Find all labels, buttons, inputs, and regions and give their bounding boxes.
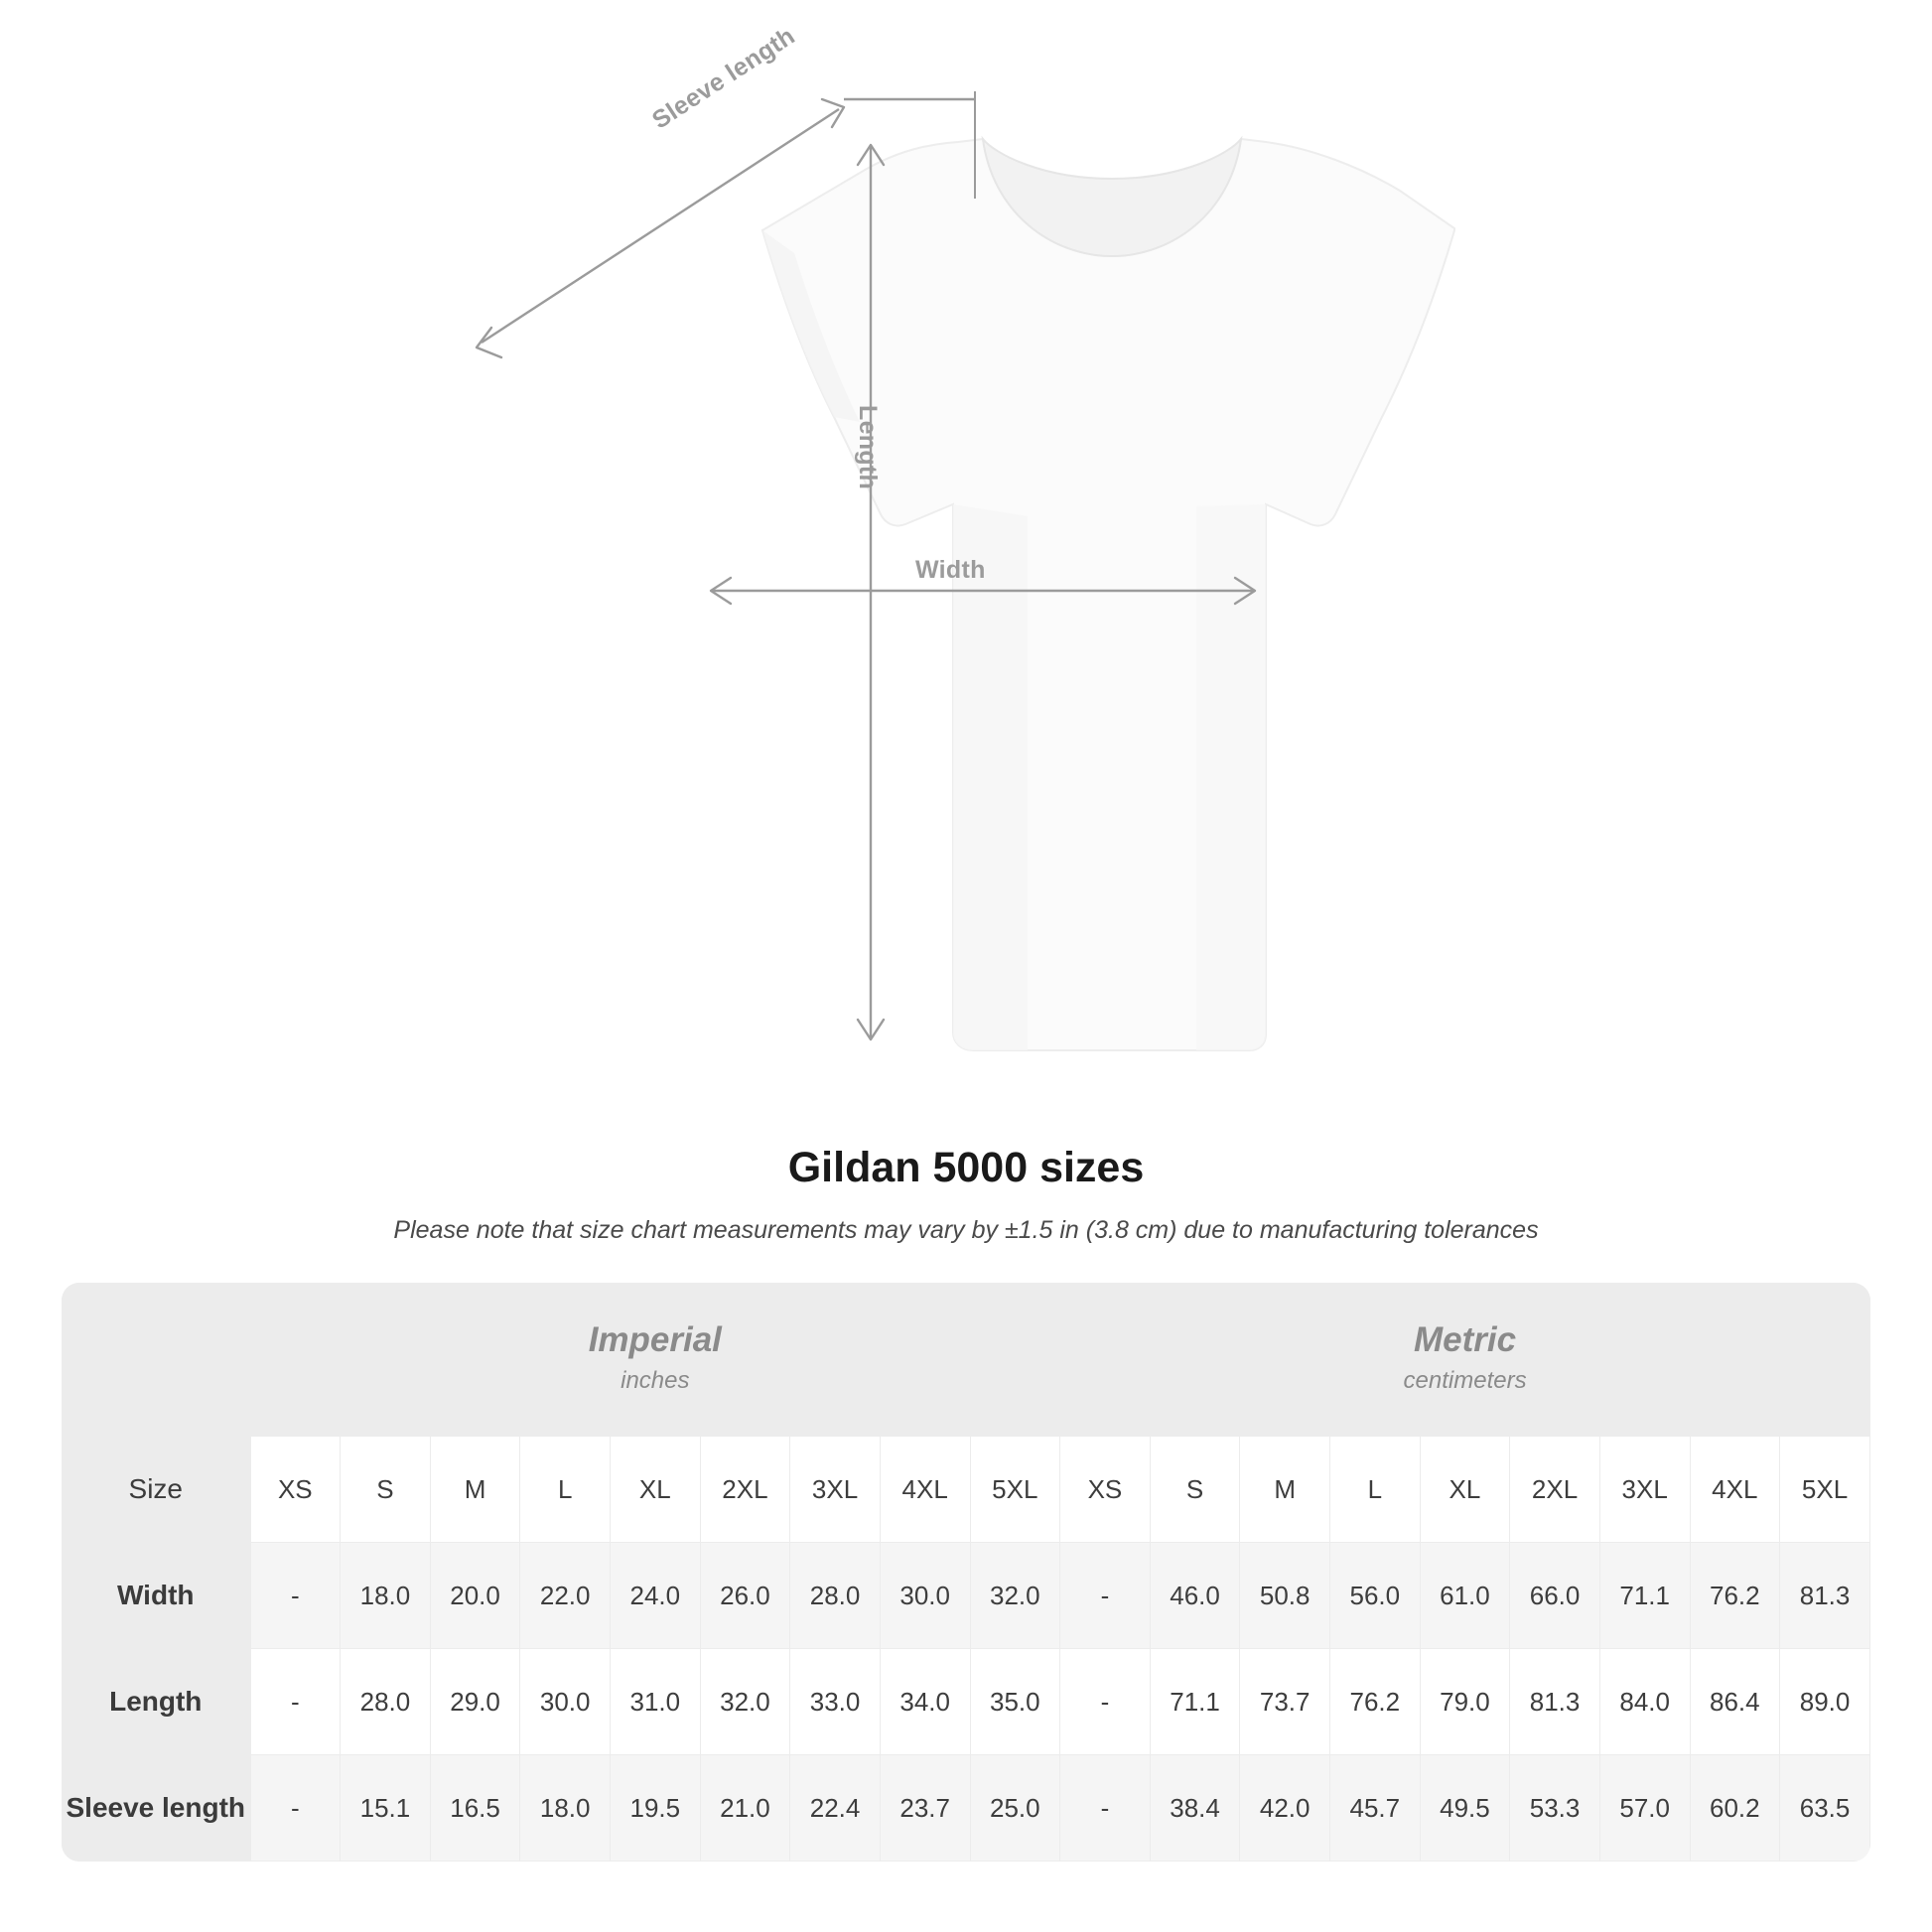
size-header-cell: M <box>1240 1437 1330 1543</box>
cell: 73.7 <box>1240 1649 1330 1755</box>
unit-header-row <box>62 1283 1870 1437</box>
cell: 81.3 <box>1780 1543 1870 1649</box>
size-header-cell: 2XL <box>1510 1437 1600 1543</box>
cell: 76.2 <box>1690 1543 1780 1649</box>
cell: 81.3 <box>1510 1649 1600 1755</box>
cell: 66.0 <box>1510 1543 1600 1649</box>
size-header-cell: S <box>341 1437 431 1543</box>
size-table <box>62 1283 1870 1862</box>
size-header-cell: XL <box>1420 1437 1510 1543</box>
width-label: Width <box>915 556 986 584</box>
unit-sub-metric: centimeters <box>1403 1366 1527 1394</box>
row-label-length: Length <box>62 1649 250 1755</box>
size-header-cell: 2XL <box>700 1437 790 1543</box>
cell: 34.0 <box>880 1649 970 1755</box>
cell: 89.0 <box>1780 1649 1870 1755</box>
cell: - <box>250 1755 341 1862</box>
cell: 23.7 <box>880 1755 970 1862</box>
size-header-cell: 4XL <box>1690 1437 1780 1543</box>
size-header-cell: 4XL <box>880 1437 970 1543</box>
unit-header-imperial <box>250 1283 1060 1437</box>
page-title: Gildan 5000 sizes <box>787 1144 1145 1191</box>
unit-title-metric: Metric <box>1414 1319 1517 1359</box>
unit-title-imperial: Imperial <box>588 1319 722 1359</box>
size-header-cell: XS <box>250 1437 341 1543</box>
cell: 25.0 <box>970 1755 1060 1862</box>
size-table-wrapper <box>62 1283 1870 1862</box>
cell: 15.1 <box>341 1755 431 1862</box>
unit-sub-imperial: inches <box>621 1366 690 1394</box>
row-label-sleeve-length: Sleeve length <box>62 1755 250 1862</box>
cell: 30.0 <box>880 1543 970 1649</box>
size-header-cell: 3XL <box>1599 1437 1690 1543</box>
table-row <box>62 1649 1870 1755</box>
cell: 61.0 <box>1420 1543 1510 1649</box>
cell: 18.0 <box>520 1755 611 1862</box>
table-row <box>62 1543 1870 1649</box>
cell: 28.0 <box>341 1649 431 1755</box>
cell: 30.0 <box>520 1649 611 1755</box>
cell: - <box>250 1649 341 1755</box>
size-header-cell: L <box>1330 1437 1421 1543</box>
size-header-cell: 5XL <box>970 1437 1060 1543</box>
cell: 53.3 <box>1510 1755 1600 1862</box>
cell: 63.5 <box>1780 1755 1870 1862</box>
unit-header-metric <box>1060 1283 1870 1437</box>
cell: - <box>1060 1543 1151 1649</box>
cell: 22.4 <box>790 1755 881 1862</box>
cell: 71.1 <box>1599 1543 1690 1649</box>
cell: 76.2 <box>1330 1649 1421 1755</box>
cell: 29.0 <box>430 1649 520 1755</box>
cell: 32.0 <box>970 1543 1060 1649</box>
cell: 21.0 <box>700 1755 790 1862</box>
size-header-cell: 5XL <box>1780 1437 1870 1543</box>
cell: 35.0 <box>970 1649 1060 1755</box>
size-header-cell: S <box>1150 1437 1240 1543</box>
size-header-cell: 3XL <box>790 1437 881 1543</box>
cell: 16.5 <box>430 1755 520 1862</box>
cell: 57.0 <box>1599 1755 1690 1862</box>
cell: 71.1 <box>1150 1649 1240 1755</box>
size-header-cell: XL <box>611 1437 701 1543</box>
cell: 56.0 <box>1330 1543 1421 1649</box>
cell: 60.2 <box>1690 1755 1780 1862</box>
length-label: Length <box>854 405 882 490</box>
cell: 86.4 <box>1690 1649 1780 1755</box>
cell: 32.0 <box>700 1649 790 1755</box>
size-header-cell: L <box>520 1437 611 1543</box>
cell: 84.0 <box>1599 1649 1690 1755</box>
cell: 42.0 <box>1240 1755 1330 1862</box>
cell: 50.8 <box>1240 1543 1330 1649</box>
cell: 22.0 <box>520 1543 611 1649</box>
cell: 31.0 <box>611 1649 701 1755</box>
row-label-width: Width <box>62 1543 250 1649</box>
tolerance-note: Please note that size chart measurements may vary by ±1.5 in (3.8 cm) due to manufacturing tolerances <box>393 1216 1539 1244</box>
cell: 28.0 <box>790 1543 881 1649</box>
cell: 33.0 <box>790 1649 881 1755</box>
tshirt-shape <box>762 139 1454 1050</box>
cell: - <box>250 1543 341 1649</box>
size-header-label: Size <box>62 1437 250 1543</box>
cell: 20.0 <box>430 1543 520 1649</box>
cell: 45.7 <box>1330 1755 1421 1862</box>
sleeve-length-label: Sleeve length <box>647 22 800 135</box>
size-header-row <box>62 1437 1870 1543</box>
cell: 24.0 <box>611 1543 701 1649</box>
unit-header-spacer <box>62 1283 250 1437</box>
cell: 18.0 <box>341 1543 431 1649</box>
cell: 46.0 <box>1150 1543 1240 1649</box>
cell: 19.5 <box>611 1755 701 1862</box>
cell: 79.0 <box>1420 1649 1510 1755</box>
cell: 38.4 <box>1150 1755 1240 1862</box>
cell: 26.0 <box>700 1543 790 1649</box>
cell: - <box>1060 1649 1151 1755</box>
cell: - <box>1060 1755 1151 1862</box>
cell: 49.5 <box>1420 1755 1510 1862</box>
size-header-cell: XS <box>1060 1437 1151 1543</box>
table-row <box>62 1755 1870 1862</box>
size-header-cell: M <box>430 1437 520 1543</box>
